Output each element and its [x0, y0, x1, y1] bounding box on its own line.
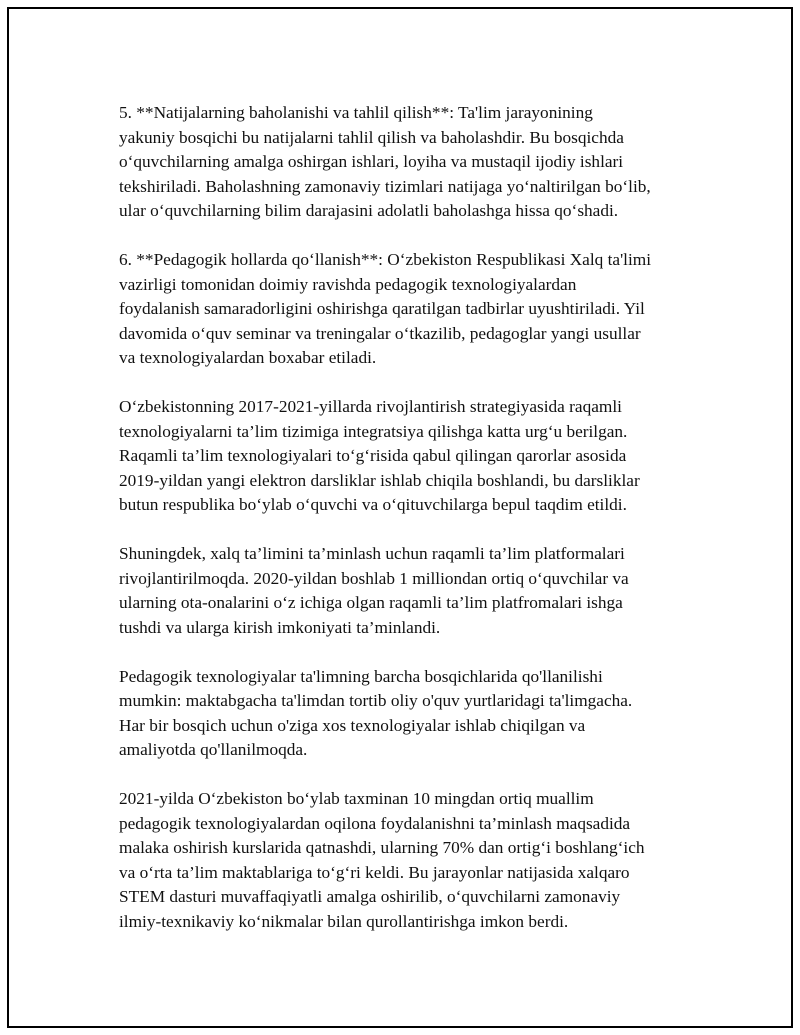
- paragraph-pedagogical-use: 6. **Pedagogik hollarda qo‘llanish**: O‘zbekiston Respublikasi Xalq ta'limi vazirligi tomonidan doimiy ravishda pedagogik texnologiyalardan foydalanish samaradorligini oshirishga qaratilgan tadbirlar uyushtiriladi. Yil davomida o‘quv seminar va treningalar o‘tkazilib, pedagoglar yangi usullar va texnologiyalardan boxabar etiladi.: [119, 250, 652, 367]
- page-frame: [7, 7, 793, 1028]
- paragraph-all-stages: Pedagogik texnologiyalar ta'limning barcha bosqichlarida qo'llanilishi mumkin: maktabgacha ta'limdan tortib oliy o'quv yurtlaridagi ta'limgacha. Har bir bosqich uchun o'ziga xos texnologiyalar ishlab chiqilgan va amaliyotda qo'llanilmoqda.: [119, 666, 633, 759]
- paragraph-2021-training: 2021-yilda O‘zbekiston bo‘ylab taxminan 10 mingdan ortiq muallim pedagogik texnologiyalardan oqilona foydalanishni ta’minlash maqsadida malaka oshirish kurslarida qatnashdi, ularning 70% dan ortig‘i boshlang‘ich va o‘rta ta’lim maktablariga to‘g‘ri keldi. Bu jarayonlar natijasida xalqaro STEM dasturi muvaffaqiyatli amalga oshirilib, o‘quvchilarni zamonaviy ilmiy-texnikaviy ko‘nikmalar bilan qurollantirishga imkon berdi.: [119, 789, 645, 931]
- paragraph-results-evaluation: 5. **Natijalarning baholanishi va tahlil qilish**: Ta'lim jarayonining yakuniy bosqichi bu natijalarni tahlil qilish va baholashdir. Bu bosqichda o‘quvchilarning amalga oshirgan ishlari, loyiha va mustaqil ijodiy ishlari tekshiriladi. Baholashning zamonaviy tizimlari natijaga yo‘naltirilgan bo‘lib, ular o‘quvchilarning bilim darajasini adolatli baholashga hissa qo‘shadi.: [119, 103, 651, 220]
- document-body: [119, 101, 709, 959]
- paragraph-strategy-2017-2021: O‘zbekistonning 2017-2021-yillarda rivojlantirish strategiyasida raqamli texnologiyalarni ta’lim tizimiga integratsiya qilishga katta urg‘u berilgan. Raqamli ta’lim texnologiyalari to‘g‘risida qabul qilingan qarorlar asosida 2019-yildan yangi elektron darsliklar ishlab chiqila boshlandi, bu darsliklar butun respublika bo‘ylab o‘quvchi va o‘qituvchilarga bepul taqdim etildi.: [119, 397, 640, 514]
- paragraph-digital-platforms: Shuningdek, xalq ta’limini ta’minlash uchun raqamli ta’lim platformalari rivojlantirilmoqda. 2020-yildan boshlab 1 milliondan ortiq o‘quvchilar va ularning ota-onalarini o‘z ichiga olgan raqamli ta’lim platfromalari ishga tushdi va ularga kirish imkoniyati ta’minlandi.: [119, 544, 629, 637]
